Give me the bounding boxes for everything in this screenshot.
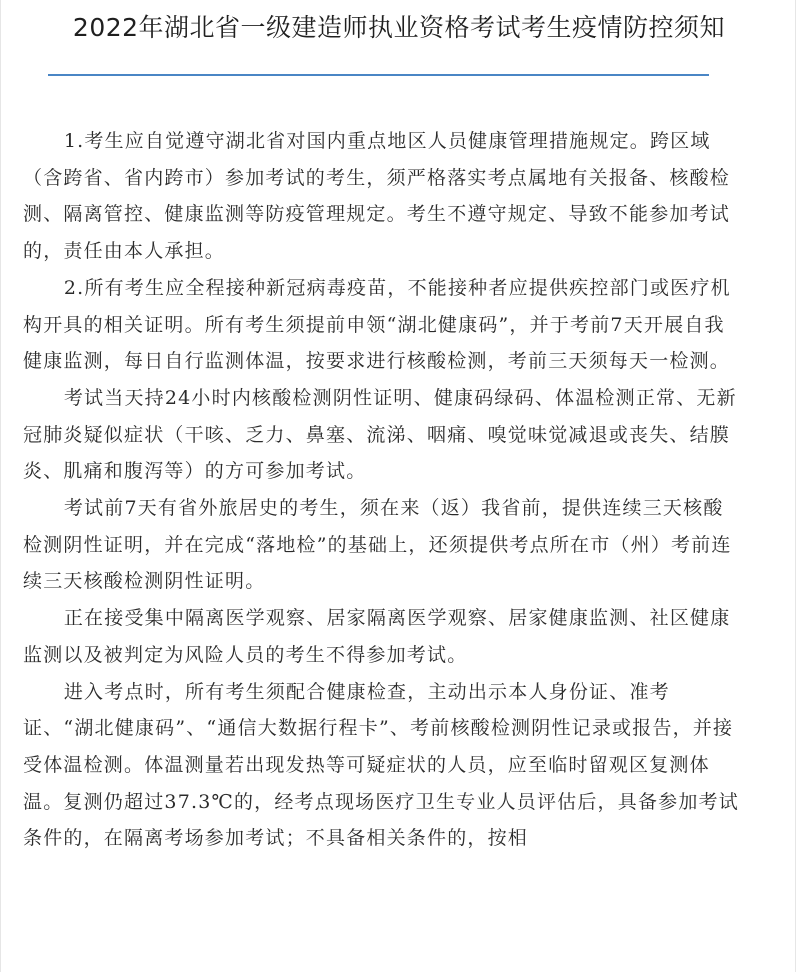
page-title: 2022年湖北省一级建造师执业资格考试考生疫情防控须知 (72, 13, 726, 42)
paragraph-5: 正在接受集中隔离医学观察、居家隔离医学观察、居家健康监测、社区健康监测以及被判定为风险人员的考生不得参加考试。 (23, 607, 731, 666)
paragraph-1: 1.考生应自觉遵守湖北省对国内重点地区人员健康管理措施规定。跨区域（含跨省、省内跨市）参加考试的考生，须严格落实考点属地有关报备、核酸检测、隔离管控、健康监测等防疫管理规定。考生不遵守规定、导致不能参加考试的，责任由本人承担。 (23, 130, 731, 263)
paragraph-4: 考试前7天有省外旅居史的考生，须在来（返）我省前，提供连续三天核酸检测阴性证明，并在完成“落地检”的基础上，还须提供考点所在市（州）考前连续三天核酸检测阴性证明。 (23, 497, 732, 593)
title-divider (48, 74, 709, 76)
paragraph-3: 考试当天持24小时内核酸检测阴性证明、健康码绿码、体温检测正常、无新冠肺炎疑似症状（干咳、乏力、鼻塞、流涕、咽痛、嗅觉味觉减退或丧失、结膜炎、肌痛和腹泻等）的方可参加考试。 (23, 386, 737, 483)
paragraph-2: 2.所有考生应全程接种新冠病毒疫苗，不能接种者应提供疾控部门或医疗机构开具的相关证明。所有考生须提前申领“湖北健康码”，并于考前7天开展自我健康监测，每日自行监测体温，按要求进行核酸检测，考前三天须每天一检测。 (23, 276, 731, 373)
article-body (23, 123, 739, 857)
paragraph-6: 进入考点时，所有考生须配合健康检查，主动出示本人身份证、准考证、“湖北健康码”、“通信大数据行程卡”、考前核酸检测阴性记录或报告，并接受体温检测。体温测量若出现发热等可疑症状的人员，应至临时留观区复测体温。复测仍超过37.3℃的，经考点现场医疗卫生专业人员评估后，具备参加考试条件的，在隔离考场参加考试；不具备相关条件的，按相 (23, 680, 739, 850)
